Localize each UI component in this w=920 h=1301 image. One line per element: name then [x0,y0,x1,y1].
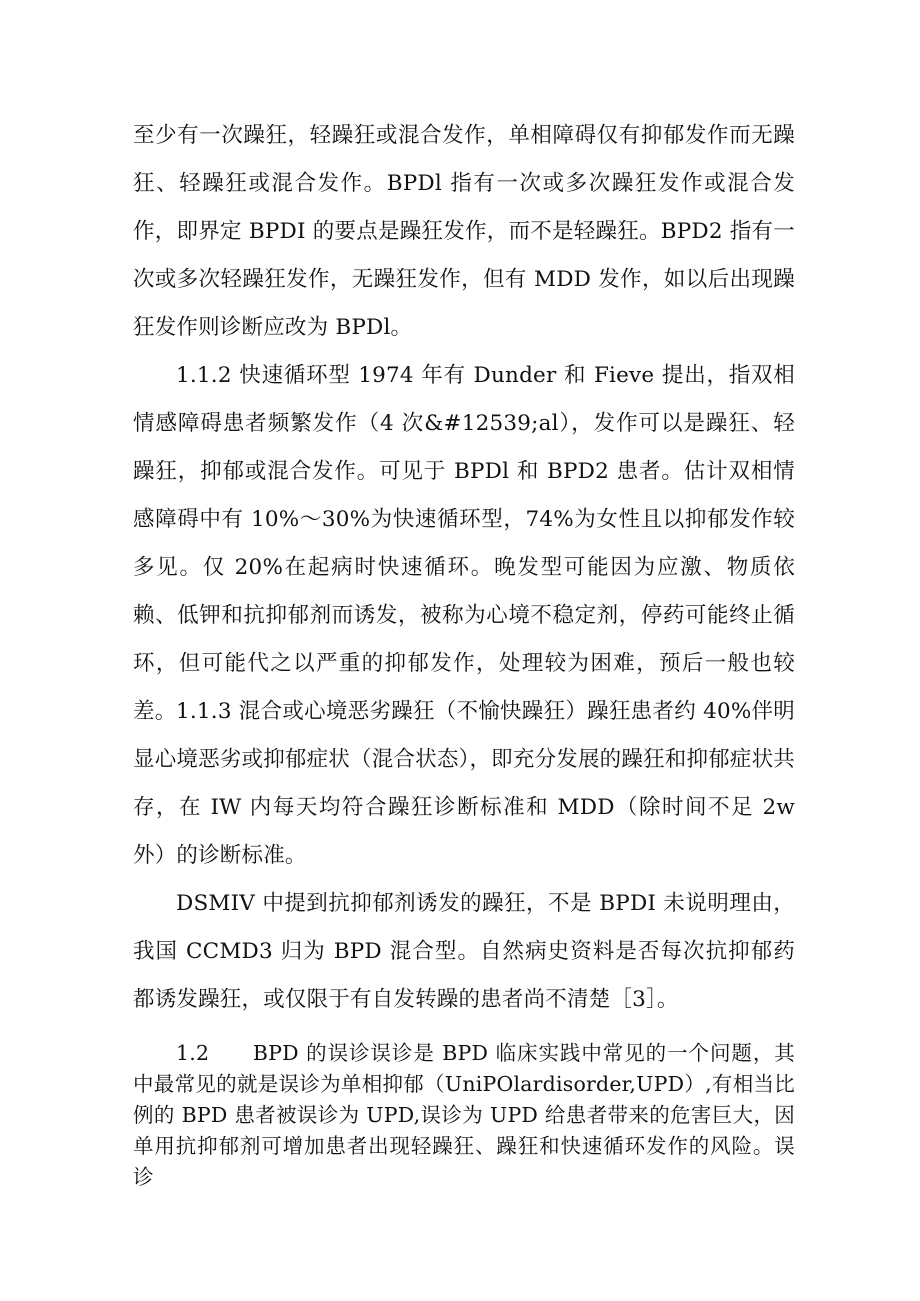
paragraph-mixed-mania: 1.1.3 混合或心境恶劣躁狂（不愉快躁狂）躁狂患者约 40%伴明显心境恶劣或抑郁症状（混合状态），即充分发展的躁狂和抑郁症状共存，在 IW 内每天均符合躁狂诊断标准和 MDD（除时间不足 2w 外）的诊断标准。 [133,699,795,868]
paragraph-rapid-cycling: 1.1.2 快速循环型 1974 年有 Dunder 和 Fieve 提出，指双相情感障碍患者频繁发作（4 次&#12539;al），发作可以是躁狂、轻躁狂，抑郁或混合发作。可见于 BPDl 和 BPD2 患者。估计双相情感障碍中有 10%～30%为快速循环型，74%为女性且以抑郁发作较多见。仅 20%在起病时快速循环。晚发型可能因为应激、物质依赖、低钾和抗抑郁剂而诱发，被称为心境不稳定剂，停药可能终止循环，但可能代之以严重的抑郁发作，处理较为困难，预后一般也较差。 [133,363,795,724]
paragraph-dsmiv-note: DSMIV 中提到抗抑郁剂诱发的躁狂，不是 BPDI 未说明理由，我国 CCMD3 归为 BPD 混合型。自然病史资料是否每次抗抑郁药都诱发躁狂，或仅限于有自发转躁的患者尚不清楚［3］。 [133,891,795,1012]
paragraph-misdiagnosis: 1.2 BPD 的误诊误诊是 BPD 临床实践中常见的一个问题，其中最常见的就是误诊为单相抑郁（UniPOlardisorder,UPD）,有相当比例的 BPD 患者被误诊为 UPD,误诊为 UPD 给患者带来的危害巨大，因单用抗抑郁剂可增加患者出现轻躁狂、躁狂和快速循环发作的风险。误诊 [133,1041,795,1189]
paragraph-bipolar-definition: 至少有一次躁狂，轻躁狂或混合发作，单相障碍仅有抑郁发作而无躁狂、轻躁狂或混合发作。BPDl 指有一次或多次躁狂发作或混合发作，即界定 BPDI 的要点是躁狂发作，而不是轻躁狂。BPD2 指有一次或多次轻躁狂发作，无躁狂发作，但有 MDD 发作，如以后出现躁狂发作则诊断应改为 BPDl。 [133,123,795,340]
